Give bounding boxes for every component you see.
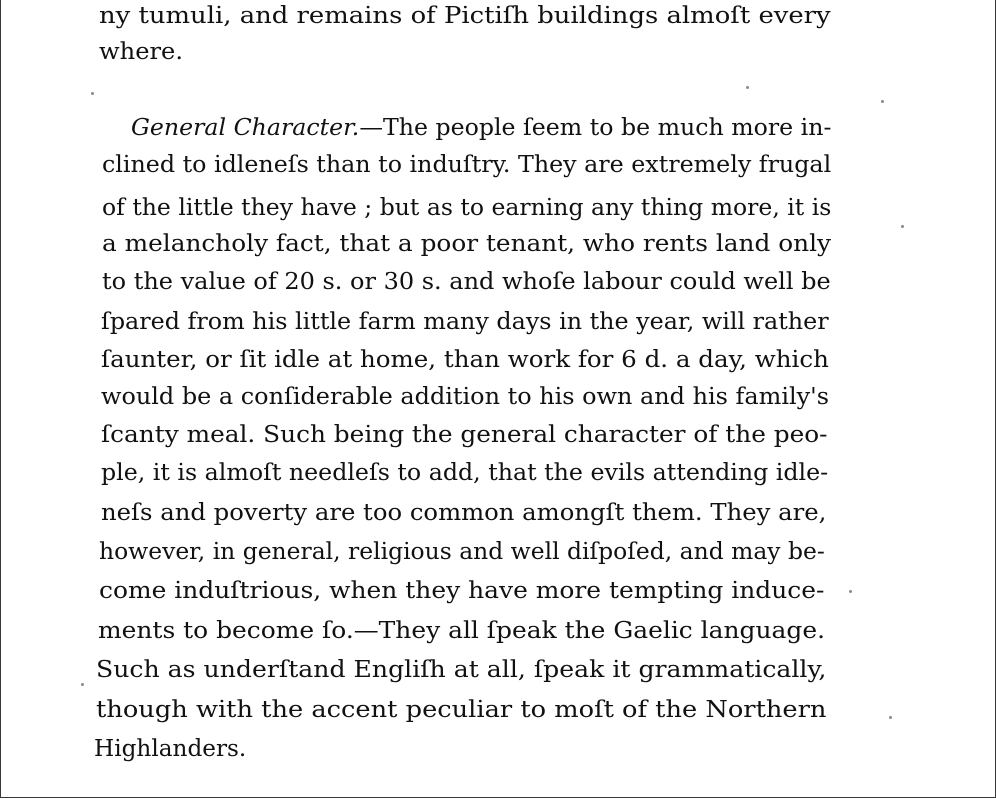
line-text: however, in general, religious and well diſpoſed, and may be- — [99, 539, 825, 565]
line-text: ſcanty meal. Such being the general character of the peo- — [101, 422, 828, 448]
scan-speck — [901, 225, 904, 228]
text-line-7 — [102, 267, 831, 297]
line-text: ple, it is almoſt needleſs to add, that the evils attending idle- — [101, 460, 829, 486]
text-line-13 — [101, 498, 826, 528]
line-text: Such as underſtand Engliſh at all, ſpeak it grammatically, — [96, 657, 827, 683]
text-line-17 — [96, 655, 826, 685]
text-line-18 — [96, 695, 826, 725]
line-text: ments to become ſo.—They all ſpeak the Gaelic language. — [98, 618, 826, 644]
text-line-6 — [102, 229, 831, 259]
line-text: neſs and poverty are too common amongſt them. They are, — [101, 500, 827, 526]
line-text: would be a conſiderable addition to his own and his family's — [101, 384, 829, 410]
scan-speck — [91, 92, 94, 95]
line-text: Highlanders. — [94, 736, 247, 762]
line-text: where. — [99, 39, 184, 65]
line-text: ſaunter, or ſit idle at home, than work for 6 d. a day, which — [101, 347, 829, 373]
line-text: ny tumuli, and remains of Pictiſh buildings almoſt every — [99, 3, 831, 29]
scan-speck — [746, 86, 749, 89]
line-text: a melancholy fact, that a poor tenant, who rents land only — [102, 231, 831, 257]
line-text: come induſtrious, when they have more tempting induce- — [99, 578, 825, 604]
text-line-4 — [102, 150, 831, 180]
text-line-3 — [131, 113, 831, 143]
line-text: ſpared from his little farm many days in the year, will rather — [101, 309, 829, 335]
scan-speck — [889, 716, 892, 719]
line-text: clined to idleneſs than to induſtry. They are extremely frugal — [102, 152, 832, 178]
scan-speck — [881, 100, 884, 103]
line-text: —The people ſeem to be much more in- — [359, 115, 832, 141]
scan-speck — [849, 590, 852, 593]
text-line-1 — [99, 1, 831, 31]
line-text: to the value of 20 s. or 30 s. and whoſe labour could well be — [102, 269, 831, 295]
text-line-10 — [101, 382, 829, 412]
line-text: of the little they have ; but as to earning any thing more, it is — [102, 195, 832, 221]
text-line-9 — [101, 345, 829, 375]
line-text: though with the accent peculiar to moſt of the Northern — [96, 697, 827, 723]
text-line-15 — [99, 576, 824, 606]
text-line-8 — [101, 307, 829, 337]
text-line-5 — [102, 193, 831, 223]
text-line-11 — [101, 420, 828, 450]
text-line-16 — [98, 616, 825, 646]
text-line-2 — [99, 37, 183, 67]
text-line-19 — [94, 734, 246, 764]
scan-speck — [81, 683, 84, 686]
section-heading: General Character. — [131, 115, 360, 141]
text-line-12 — [101, 458, 828, 488]
text-line-14 — [99, 537, 825, 567]
